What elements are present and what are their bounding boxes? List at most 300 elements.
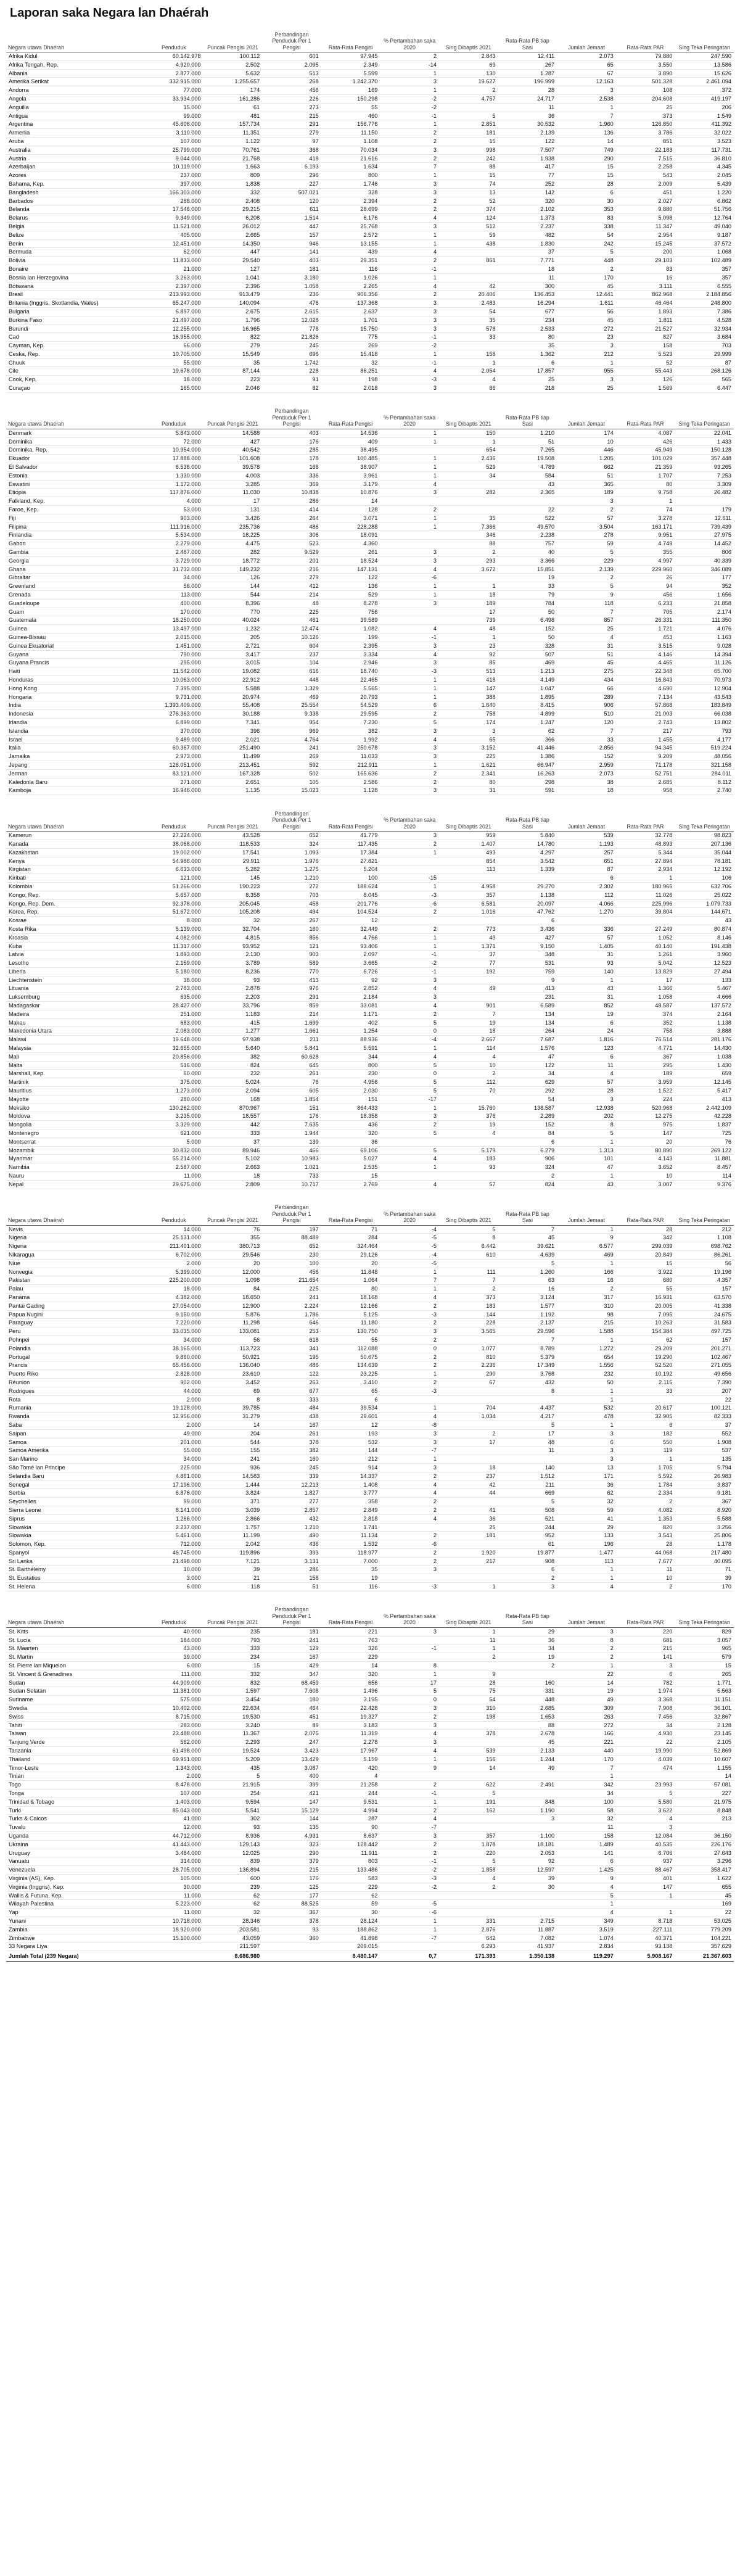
value-cell: 2 — [557, 506, 616, 514]
value-cell: 80.890 — [616, 1146, 675, 1155]
value-cell: 39.000 — [144, 1653, 204, 1662]
value-cell: 374 — [439, 205, 498, 214]
table-row — [6, 556, 734, 565]
value-cell: 92 — [439, 650, 498, 659]
value-cell: 5 — [557, 1891, 616, 1900]
value-cell: 3.961 — [321, 471, 380, 480]
value-cell — [439, 506, 498, 514]
value-cell: 2 — [380, 1806, 439, 1815]
value-cell: 38.165.000 — [144, 1344, 204, 1353]
value-cell: 152 — [498, 1121, 557, 1129]
value-cell: 1.098 — [204, 1276, 263, 1285]
value-cell: 1 — [380, 471, 439, 480]
country-name-cell: Turks & Caicos — [6, 1815, 144, 1823]
table-row — [6, 1327, 734, 1336]
value-cell: 34 — [616, 1721, 675, 1730]
value-cell: 20.406 — [439, 291, 498, 299]
value-cell: -7 — [380, 1447, 439, 1455]
table-row — [6, 154, 734, 163]
value-cell: 13 — [557, 1463, 616, 1472]
value-cell: 763 — [321, 1636, 380, 1645]
value-cell: 35 — [204, 358, 263, 367]
value-cell: 286 — [262, 1566, 321, 1574]
value-cell: 2.237.000 — [144, 1523, 204, 1532]
value-cell: 122 — [262, 1370, 321, 1379]
value-cell: 584 — [498, 471, 557, 480]
value-cell: 34 — [498, 1070, 557, 1078]
value-cell: 150.298 — [321, 94, 380, 103]
country-name-cell: Norwegia — [6, 1268, 144, 1276]
value-cell: 57 — [557, 514, 616, 522]
value-cell: 10 — [439, 1061, 498, 1070]
value-cell: 26.012 — [204, 222, 263, 231]
value-cell: 4 — [380, 248, 439, 257]
value-cell: 611 — [262, 205, 321, 214]
value-cell: 827 — [616, 333, 675, 342]
value-cell: 229 — [321, 1883, 380, 1891]
value-cell: 1 — [380, 171, 439, 180]
value-cell: 1 — [557, 1574, 616, 1583]
value-cell: 3 — [380, 1438, 439, 1447]
value-cell: 1 — [557, 1259, 616, 1268]
value-cell: 5.024 — [204, 1078, 263, 1087]
value-cell: 87.144 — [204, 367, 263, 376]
value-cell: 40 — [498, 548, 557, 557]
value-cell: 367 — [616, 1052, 675, 1061]
country-name-cell: Wallis & Futuna, Kep. — [6, 1891, 144, 1900]
value-cell: 55 — [321, 1335, 380, 1344]
value-cell: 144.671 — [675, 908, 734, 917]
value-cell: 31 — [557, 642, 616, 650]
value-cell: 4.958 — [439, 882, 498, 891]
value-cell: 205.045 — [204, 899, 263, 908]
value-cell: 368 — [262, 146, 321, 154]
value-cell: 434 — [557, 675, 616, 684]
value-cell: 207 — [675, 1387, 734, 1395]
value-cell: 20.617 — [616, 1404, 675, 1413]
country-name-cell: Thailand — [6, 1755, 144, 1764]
country-name-cell: Vanuatu — [6, 1857, 144, 1866]
value-cell: 4 — [380, 1052, 439, 1061]
value-cell: 9.531 — [321, 1798, 380, 1806]
value-cell: 8 — [557, 1121, 616, 1129]
value-cell: 2 — [380, 1557, 439, 1566]
table-row — [6, 1540, 734, 1549]
value-cell: 8.920 — [675, 1506, 734, 1514]
value-cell: 1 — [380, 273, 439, 282]
value-cell: 18.168 — [321, 1293, 380, 1302]
value-cell: 11 — [439, 1636, 498, 1645]
country-name-cell: Slowakia — [6, 1523, 144, 1532]
value-cell: 22.465 — [321, 675, 380, 684]
value-cell: 18 — [498, 265, 557, 273]
value-cell: 201.271 — [675, 1344, 734, 1353]
value-cell: 93.265 — [675, 463, 734, 472]
value-cell: 478 — [557, 1413, 616, 1421]
value-cell: 770 — [262, 967, 321, 976]
value-cell: 122 — [498, 137, 557, 146]
value-cell: 204 — [204, 1429, 263, 1438]
value-cell: 136.453 — [498, 291, 557, 299]
value-cell: 51 — [262, 1583, 321, 1591]
value-cell: 1 — [380, 429, 439, 437]
value-cell: 211.401.000 — [144, 1242, 204, 1251]
value-cell: 11.298 — [204, 1319, 263, 1327]
value-cell: 2.651 — [204, 778, 263, 786]
country-name-cell: Kazakhstan — [6, 848, 144, 857]
value-cell: 357 — [439, 1832, 498, 1841]
value-cell: 166.303.000 — [144, 188, 204, 197]
value-cell: 26.331 — [616, 616, 675, 625]
value-cell: 1.741 — [321, 1523, 380, 1532]
value-cell: 34 — [498, 1645, 557, 1653]
value-cell: 5.379 — [498, 1353, 557, 1361]
value-cell: 2.954 — [616, 231, 675, 239]
value-cell: 1.512 — [498, 1472, 557, 1480]
table-row — [6, 1061, 734, 1070]
value-cell: 1.611 — [557, 299, 616, 308]
table-row — [6, 163, 734, 171]
value-cell: 2.663 — [204, 1163, 263, 1172]
value-cell: 32.905 — [616, 1413, 675, 1421]
value-cell: 44.909.000 — [144, 1678, 204, 1687]
value-cell: 10.119.000 — [144, 163, 204, 171]
value-cell: 2.586 — [321, 778, 380, 786]
value-cell: 79 — [498, 591, 557, 600]
value-cell: 131 — [204, 506, 263, 514]
value-cell: 20 — [321, 1259, 380, 1268]
table-row — [6, 257, 734, 265]
value-cell: 40.339 — [675, 556, 734, 565]
value-cell: 92 — [498, 1857, 557, 1866]
value-cell: 6 — [498, 358, 557, 367]
value-cell: 39.804 — [616, 908, 675, 917]
table-row — [6, 1662, 734, 1670]
value-cell: 11.000 — [144, 1891, 204, 1900]
value-cell: 59 — [557, 1506, 616, 1514]
country-table — [6, 1198, 734, 1591]
value-cell: 3 — [557, 1095, 616, 1104]
table-row — [6, 1574, 734, 1583]
value-cell: 346.089 — [675, 565, 734, 574]
value-cell: 23 — [439, 642, 498, 650]
value-cell: 508 — [498, 1506, 557, 1514]
value-cell: 1.827 — [262, 1489, 321, 1498]
value-cell: 10.402.000 — [144, 1704, 204, 1713]
value-cell: -2 — [380, 959, 439, 968]
value-cell: 265 — [675, 1670, 734, 1678]
value-cell: 40.140 — [616, 942, 675, 951]
value-cell: 112.088 — [321, 1344, 380, 1353]
value-cell: -5 — [380, 1234, 439, 1242]
value-cell: 158 — [557, 1832, 616, 1841]
value-cell: 469 — [557, 1251, 616, 1260]
value-cell: 4.930 — [616, 1730, 675, 1738]
country-name-cell: Slowakia — [6, 1532, 144, 1540]
value-cell: 144 — [321, 1447, 380, 1455]
value-cell: 3.366 — [498, 556, 557, 565]
value-cell: 3 — [380, 786, 439, 795]
value-cell: 13.155 — [321, 239, 380, 248]
value-cell: 1 — [616, 1909, 675, 1917]
value-cell: 35 — [321, 1566, 380, 1574]
value-cell: 32.934 — [675, 324, 734, 333]
value-cell: 211 — [262, 1036, 321, 1044]
value-cell: 1 — [380, 1455, 439, 1464]
value-cell: 5.027 — [321, 1155, 380, 1163]
value-cell: 1.757 — [204, 1523, 263, 1532]
table-row — [6, 832, 734, 840]
value-cell: 111.000 — [144, 1670, 204, 1678]
value-cell: 62 — [321, 1891, 380, 1900]
value-cell: 341 — [262, 1344, 321, 1353]
value-cell: 9.731.000 — [144, 693, 204, 701]
value-cell — [616, 1900, 675, 1909]
value-cell: 1 — [380, 1404, 439, 1413]
country-name-cell: Turki — [6, 1806, 144, 1815]
value-cell: 93.952 — [204, 942, 263, 951]
value-cell: 5 — [557, 248, 616, 257]
value-cell: 12.764 — [675, 214, 734, 223]
value-cell: 399 — [262, 1781, 321, 1790]
table-row — [6, 1285, 734, 1294]
table-row — [6, 848, 734, 857]
value-cell: 1.408 — [321, 1480, 380, 1489]
table-row — [6, 307, 734, 316]
value-cell: 5.179 — [439, 1146, 498, 1155]
value-cell: 2.866 — [204, 1514, 263, 1523]
value-cell: 3.423 — [262, 1747, 321, 1756]
value-cell: 965 — [675, 1645, 734, 1653]
value-cell: 651 — [557, 857, 616, 865]
table-row — [6, 1738, 734, 1747]
country-name-cell: Pantai Gading — [6, 1302, 144, 1310]
country-name-cell: Jerman — [6, 769, 144, 778]
value-cell: 1.742 — [262, 358, 321, 367]
value-cell: 552 — [675, 1429, 734, 1438]
value-cell: 29.351 — [321, 257, 380, 265]
value-cell: 1.403.000 — [144, 1798, 204, 1806]
value-cell: 152 — [498, 625, 557, 634]
value-cell: 5.000 — [144, 1137, 204, 1146]
value-cell: 30.000 — [144, 1883, 204, 1891]
value-cell: 955 — [557, 367, 616, 376]
value-cell: 137.368 — [321, 299, 380, 308]
value-cell: 118.977 — [321, 1548, 380, 1557]
value-cell: 8.715.000 — [144, 1712, 204, 1721]
value-cell: -3 — [380, 1583, 439, 1591]
value-cell: 32.778 — [616, 832, 675, 840]
value-cell: 248.800 — [675, 299, 734, 308]
value-cell: 412 — [262, 582, 321, 591]
value-cell: 6.193 — [262, 163, 321, 171]
value-cell: 2 — [616, 1583, 675, 1591]
value-cell: 375.000 — [144, 1078, 204, 1087]
value-cell: 975 — [616, 1121, 675, 1129]
value-cell — [439, 993, 498, 1002]
value-cell: 69.951.000 — [144, 1755, 204, 1764]
value-cell: 125 — [262, 1883, 321, 1891]
column-header: % Pertambahan saka 2020 — [380, 1600, 439, 1628]
value-cell: 1.661 — [262, 1027, 321, 1036]
country-name-cell: Armenia — [6, 129, 144, 138]
value-cell: 13.497.000 — [144, 625, 204, 634]
value-cell: 21.258 — [321, 1781, 380, 1790]
value-cell: 40.024 — [204, 616, 263, 625]
value-cell: 15 — [675, 1662, 734, 1670]
value-cell: 516.000 — [144, 1061, 204, 1070]
value-cell: 8.415 — [498, 701, 557, 710]
table-row — [6, 1163, 734, 1172]
value-cell: 1.052 — [616, 933, 675, 942]
value-cell: 3.786 — [616, 129, 675, 138]
value-cell: 12.145 — [675, 1078, 734, 1087]
value-cell — [439, 1498, 498, 1506]
value-cell: 32.704 — [204, 925, 263, 933]
value-cell: 1.514 — [262, 214, 321, 223]
value-cell: 25 — [439, 1523, 498, 1532]
table-row — [6, 455, 734, 463]
value-cell: 19.877 — [498, 1548, 557, 1557]
value-cell: 8.637 — [321, 1832, 380, 1841]
value-cell: 1 — [557, 1335, 616, 1344]
value-cell: 39.785 — [204, 1404, 263, 1413]
value-cell: 1.784 — [616, 1480, 675, 1489]
value-cell: 756 — [321, 608, 380, 616]
value-cell: 435 — [204, 1764, 263, 1772]
value-cell: 41.338 — [675, 1302, 734, 1310]
value-cell: 1 — [439, 1627, 498, 1636]
value-cell: 5.841 — [262, 1044, 321, 1053]
country-name-cell: Madeira — [6, 1010, 144, 1018]
table-row — [6, 1242, 734, 1251]
value-cell: -14 — [380, 60, 439, 69]
value-cell: 88 — [439, 163, 498, 171]
value-cell: 50 — [557, 1378, 616, 1387]
value-cell: 20.097 — [498, 899, 557, 908]
value-cell: 199 — [321, 634, 380, 642]
value-cell: 1.721 — [616, 625, 675, 634]
value-cell: 1 — [380, 693, 439, 701]
value-cell: 202 — [557, 1112, 616, 1121]
value-cell: 170 — [675, 1583, 734, 1591]
value-cell: 3.285 — [204, 480, 263, 489]
value-cell: 2.073 — [557, 52, 616, 61]
value-cell: 7.687 — [498, 1036, 557, 1044]
value-cell: 820 — [616, 1523, 675, 1532]
value-cell: 50 — [498, 634, 557, 642]
table-row — [6, 548, 734, 557]
column-header: % Pertambahan saka 2020 — [380, 402, 439, 429]
table-row — [6, 1395, 734, 1404]
table-row — [6, 265, 734, 273]
value-cell: 14 — [557, 1678, 616, 1687]
value-cell: 287 — [321, 1815, 380, 1823]
value-cell: 565 — [675, 376, 734, 384]
value-cell — [439, 1815, 498, 1823]
value-cell: 10.705.000 — [144, 350, 204, 358]
value-cell: 200 — [616, 248, 675, 257]
value-cell: 864.433 — [321, 1104, 380, 1112]
value-cell: 111 — [439, 1268, 498, 1276]
value-cell: 9 — [439, 1670, 498, 1678]
value-cell: 3 — [380, 489, 439, 497]
value-cell: 30 — [498, 1883, 557, 1891]
value-cell: 1.038 — [675, 1052, 734, 1061]
table-row — [6, 1225, 734, 1234]
table-row — [6, 659, 734, 667]
value-cell: 162 — [439, 1806, 498, 1815]
value-cell: 7.908 — [616, 1704, 675, 1713]
value-cell: 105.208 — [204, 908, 263, 917]
value-cell: 11 — [616, 1566, 675, 1574]
value-cell: 300 — [498, 282, 557, 291]
table-row — [6, 1387, 734, 1395]
value-cell: 324 — [262, 840, 321, 848]
value-cell: 3 — [380, 384, 439, 393]
value-cell: 358.417 — [675, 1866, 734, 1875]
value-cell: 1.192 — [498, 1310, 557, 1319]
value-cell: 2 — [439, 1653, 498, 1662]
value-cell: 5.223.000 — [144, 1900, 204, 1909]
value-cell: 378 — [439, 1730, 498, 1738]
value-cell: 100 — [557, 1798, 616, 1806]
value-cell: 3.777 — [321, 1489, 380, 1498]
value-cell: 2.852 — [321, 985, 380, 993]
value-cell: 5.344 — [616, 848, 675, 857]
value-cell: 15.100.000 — [144, 1934, 204, 1942]
value-cell: 19.128.000 — [144, 1404, 204, 1413]
value-cell: 7 — [557, 608, 616, 616]
country-name-cell: Bulgaria — [6, 307, 144, 316]
value-cell: 29.596 — [498, 1327, 557, 1336]
value-cell: 632.706 — [675, 882, 734, 891]
value-cell: 12.597 — [498, 1866, 557, 1875]
column-header: Penduduk — [144, 804, 204, 832]
value-cell: 11.347 — [616, 222, 675, 231]
value-cell: 8.936 — [204, 1832, 263, 1841]
country-name-cell: Tahiti — [6, 1721, 144, 1730]
value-cell: 11.499 — [204, 753, 263, 761]
value-cell: 418 — [262, 154, 321, 163]
value-cell: 5.580 — [616, 1798, 675, 1806]
value-cell: 23 — [557, 333, 616, 342]
value-cell: 22 — [498, 506, 557, 514]
value-cell: 2 — [380, 1353, 439, 1361]
value-cell: -6 — [380, 1909, 439, 1917]
table-row — [6, 882, 734, 891]
value-cell: 228 — [262, 367, 321, 376]
country-name-cell: Makedonia Utara — [6, 1027, 144, 1036]
value-cell: 901 — [439, 1002, 498, 1010]
value-cell: 591 — [498, 786, 557, 795]
value-cell — [439, 1137, 498, 1146]
value-cell: 244 — [321, 1790, 380, 1798]
value-cell: 42 — [439, 282, 498, 291]
value-cell: 15 — [557, 171, 616, 180]
value-cell: 48.056 — [675, 753, 734, 761]
value-cell: 513 — [439, 667, 498, 676]
value-cell: 9.489.000 — [144, 735, 204, 744]
value-cell: 27.643 — [675, 1849, 734, 1857]
value-cell: 2.045 — [675, 171, 734, 180]
value-cell: 88.525 — [262, 1900, 321, 1909]
value-cell: 7.265 — [498, 446, 557, 455]
value-cell: 67 — [557, 69, 616, 78]
value-cell: 55.214.000 — [144, 1155, 204, 1163]
value-cell: 4 — [380, 650, 439, 659]
table-row — [6, 316, 734, 324]
